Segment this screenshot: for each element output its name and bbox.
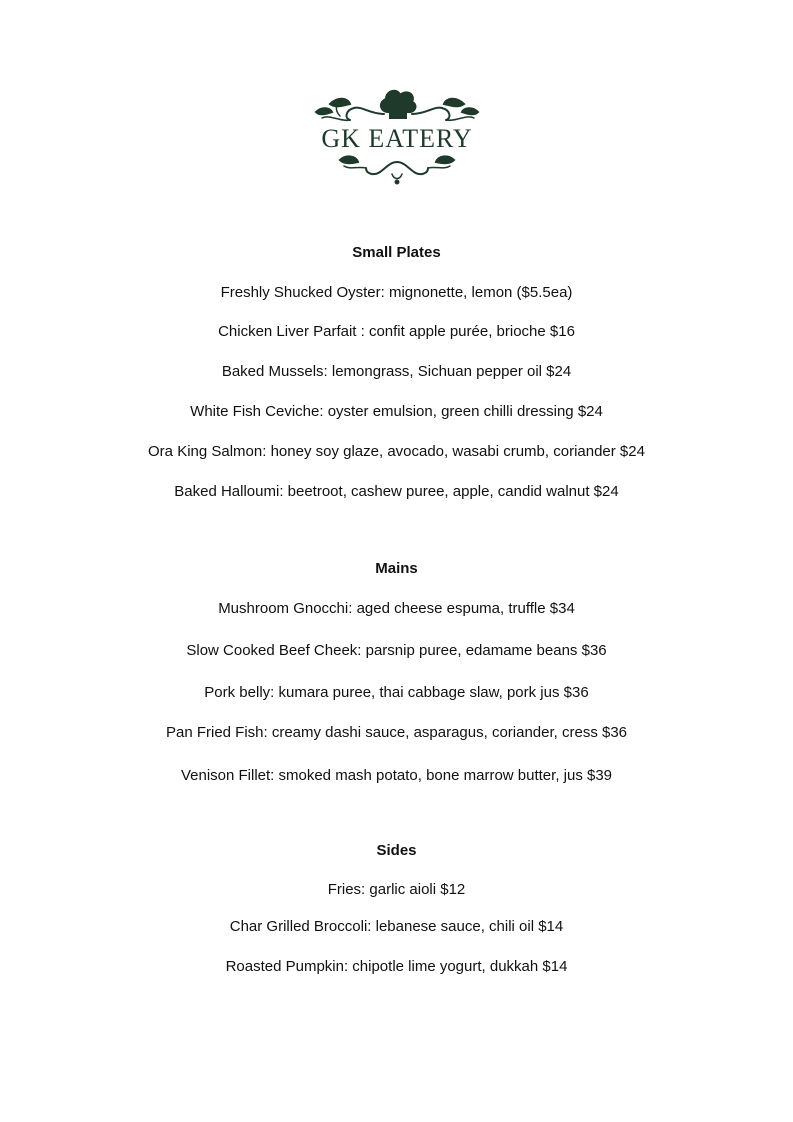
- restaurant-logo: [310, 82, 484, 186]
- section-heading-small-plates: Small Plates: [352, 244, 441, 261]
- menu-item: Freshly Shucked Oyster: mignonette, lemon ($5.5ea): [220, 284, 573, 301]
- menu-item: Slow Cooked Beef Cheek: parsnip puree, edamame beans $36: [186, 642, 607, 659]
- menu-item: Mushroom Gnocchi: aged cheese espuma, truffle $34: [218, 600, 575, 617]
- menu-item: Roasted Pumpkin: chipotle lime yogurt, dukkah $14: [225, 958, 568, 975]
- menu-item: Chicken Liver Parfait : confit apple purée, brioche $16: [218, 323, 575, 340]
- menu-item: White Fish Ceviche: oyster emulsion, green chilli dressing $24: [190, 403, 603, 420]
- menu-item: Char Grilled Broccoli: lebanese sauce, chili oil $14: [229, 918, 564, 935]
- menu-item: Venison Fillet: smoked mash potato, bone marrow butter, jus $39: [180, 767, 613, 784]
- section-heading-sides: Sides: [376, 842, 417, 859]
- menu-item: Baked Mussels: lemongrass, Sichuan pepper oil $24: [221, 363, 572, 380]
- menu-item: Pork belly: kumara puree, thai cabbage slaw, pork jus $36: [204, 684, 589, 701]
- menu-item: Ora King Salmon: honey soy glaze, avocado, wasabi crumb, coriander $24: [148, 443, 645, 460]
- section-heading-mains: Mains: [375, 560, 418, 577]
- menu-item: Baked Halloumi: beetroot, cashew puree, apple, candid walnut $24: [174, 483, 619, 500]
- menu-item: Fries: garlic aioli $12: [327, 881, 466, 898]
- logo-wordmark: GK EATERY: [321, 124, 473, 153]
- menu-item: Pan Fried Fish: creamy dashi sauce, asparagus, coriander, cress $36: [165, 724, 628, 741]
